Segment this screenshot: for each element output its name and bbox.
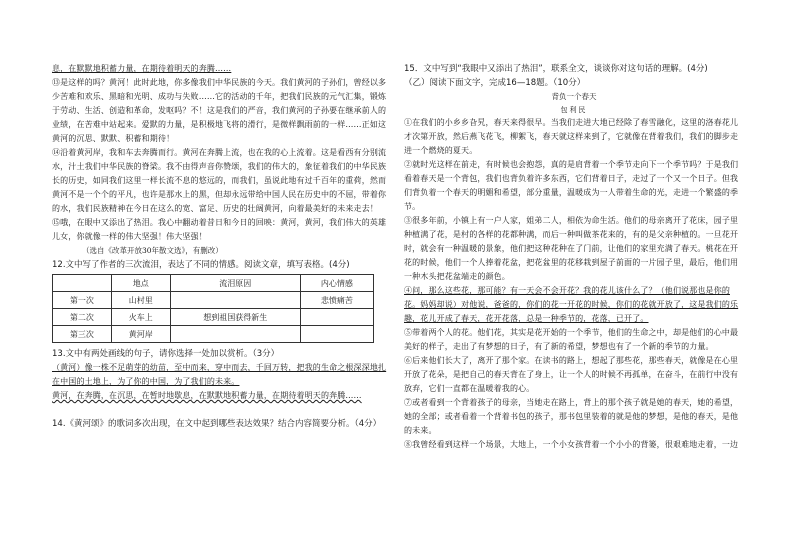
para-15: ⑮哦，在眼中又添出了热泪。我心中翻动着昔日和今日的回映：黄河，黄河，我们伟大的英雄儿女，你就像一样的伟大坚强！伟大坚强！ [52, 218, 387, 241]
para-r7: ⑦或者看到一个背着孩子的母亲，当她走在路上，背上的那个孩子就是她的春天，她的希望，她的全部；或者看着一个背着书包的孩子，那书包里装着的就是他的梦想，是他的春天，是他的未来。 [404, 398, 739, 435]
para-r3: ③很多年前，小镇上有一户人家，姐弟二人，相依为命生活。他们的母亲离开了花床，园子里种植满了花，是村的各样的花都种满，而后一种叫做茶花来的，有的是父亲种植的。一旦花开时，就会有一种温暖的景象，他们把这种花种在了门前，让他们的家里充满了春天。桃花在开花的时候，他们一个人捧着花盆，把花盆里的花移栽到屋子前面的一片园子里，最后，他们用一种木头把花盆端走的颜色。 [404, 216, 739, 281]
table-row [53, 292, 374, 309]
para-r4: ④问，那么这些花，那可能？有一天会不会开花？我的花儿该什么了？（他们说那也是你的花。妈妈却说）对他说，爸爸的，你们的花一开花的时候，你们的花就开放了，这是我们的乐趣，花儿开成了春天，花开花落，总是一种季节的，花落，已开了。 [404, 286, 739, 323]
table-cell: 流泪原因 [170, 275, 300, 292]
table-cell [53, 275, 112, 292]
para-r6: ⑥后来他们长大了，离开了那个家。在读书的路上，想起了那些花，那些春天，就像是在心里开放了花朵，是把自己的春天背在了身上，让一个人的时候不再孤单，在奋斗，在前行中没有放弃，它们一直都在温暖着我的心。 [404, 356, 739, 393]
table-row [53, 326, 374, 343]
table-cell: 第三次 [53, 326, 112, 343]
para-0: 息，在默默地积蓄力量，在期待着明天的奔腾…… [52, 64, 232, 73]
table-cell: 黄河岸 [111, 326, 170, 343]
para-r1: ①在我们的小乡乡旮旯，春天来得很早。当我们走进大地已经除了春雪融化，这里的洛春花儿才次第开放，然后燕飞花飞，柳絮飞，春天就这样来到了，它就像在背着我们，我们的脚步走进一个燃烧的夏天。 [404, 118, 739, 155]
table-cell: 火车上 [111, 309, 170, 326]
table-cell: 第一次 [53, 292, 112, 309]
question-12: 12.文中写了作者的三次流泪，表达了不同的情感。阅读文章，填写表格。(4分) [52, 260, 350, 270]
table-cell [300, 309, 373, 326]
table-cell: 悲愤痛苦 [300, 292, 373, 309]
table-row [53, 309, 374, 326]
table-cell: 山村里 [111, 292, 170, 309]
question-14: 14.《黄河颂》的歌词多次出现，在文中起到哪些表达效果？结合内容简要分析。（4分） [52, 419, 382, 429]
table-header-row [53, 275, 374, 292]
para-r5: ⑤带着两个人的花。他们花，其实是花开始的一个季节，他们的生命之中，却是他们的心中最美好的样子，走出了有梦想的日子，有了新的希望，梦想也有了一个新的季节的力量。 [404, 328, 739, 351]
table-cell: 第二次 [53, 309, 112, 326]
question-15: 15．文中写到“我眼中又添出了热泪”，联系全文，谈谈你对这句话的理解。(4分) [404, 64, 708, 74]
table-cell [170, 292, 300, 309]
article-author: 包利民 [560, 106, 588, 114]
underlined-sentence-2: 黄河，在奔腾，在沉思，在暂时地歇息，在默默地积蓄力量，在期待着明天的奔腾…… [52, 391, 362, 400]
table-cell [300, 326, 373, 343]
right-column [404, 62, 744, 452]
para-13: ⑬是这样的吗？黄河！此时此地，你多像我们中华民族的今天。我们黄河的子孙们，曾经以多少苦难和欢乐、黑暗和光明、成功与失败……它的活动的千年，把我们民族的元气汇集，锻炼于劳动、生活、创造和革命，发呕吗？不！这是我们的严音，我们黄河的子孙要在继承前人的业绩，在苦难中站起来。爱默的力量，是积极地飞将的滑行，是微样飘雨前的一样……正如这黄河的沉思、默默、积蓄和期待！ [52, 78, 387, 143]
para-14: ⑭沿着黄河岸，我和车去奔腾而行。黄河在奔腾上流，也在我的心上流着。这是看西有分别流水，汁土我们中华民族的脊梁。我不由得声音你赞颂，我们的伟大的，象征着我们的中华民族长的历史，如同我们这里一样长流不息的悠远的，而我们，虽说此地有过千百年的重荷，然而黄河不是一个个的平凡，也许是那水上的黑，但却永远带给中国人民在历史中的不屈，带着你的水，我们民族精神在今日在这么的宽、富足、历史的壮阔黄河，向着最美好的未来走去！ [52, 148, 387, 213]
para-r8: ⑧我曾经看到这样一个场景，大地上，一个小女孩背着一个小小的背篓，很艰难地走着，一边 [404, 440, 739, 449]
table-cell: 想到祖国获得新生 [170, 309, 300, 326]
source-note: （选自《改革开放30年散文选》，有删改） [82, 246, 223, 255]
section-b-heading: （乙）阅读下面文字，完成16—18题。（10分） [404, 78, 586, 88]
underlined-sentence-1: （黄河）像一株不足萌芽的幼苗，至中而来，穿中而去，千回万转，把我的生命之根深深地扎在中国的土地上，为了你的中国，为了我们的未来。 [52, 363, 387, 386]
question-13: 13.文中有两处画线的句子，请你选择一处加以赏析。（3分） [52, 349, 280, 359]
left-column [52, 62, 392, 431]
para-r2: ②就时光这样在前走，有时候也会抱怨，真的是肩背着一个季节走向下一个季节吗？于是我们看着春天是一个背包，我们也背负着许多东西，它们背着日子，走过了一个又一个日子。但我们背负着一个春天的明媚和希望，部分重量，温暖成为一人带着生命的光，走进一个繁盛的季节。 [404, 160, 739, 211]
answer-table [52, 274, 374, 343]
table-cell: 地点 [111, 275, 170, 292]
article-title: 背负一个春天 [551, 92, 597, 101]
table-cell [170, 326, 300, 343]
table-cell: 内心情感 [300, 275, 373, 292]
